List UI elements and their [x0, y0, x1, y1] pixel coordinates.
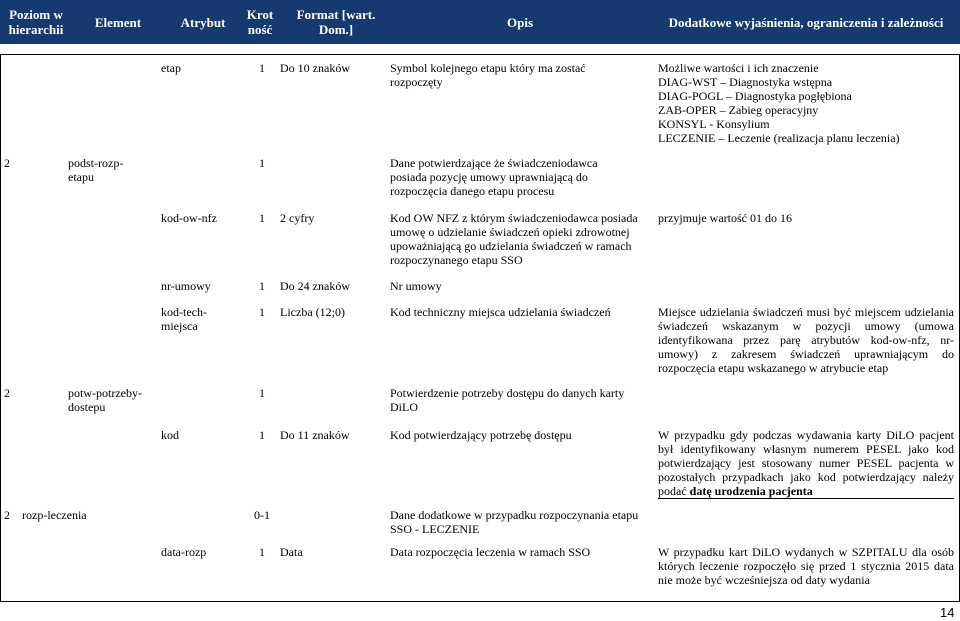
- note-etap-3: ZAB-OPER – Zabieg operacyjny: [658, 103, 819, 117]
- attr-kod-tech-miejsca: kod-tech-miejsca: [161, 305, 207, 333]
- header-description: Opis: [506, 14, 533, 30]
- level-rozp: 2: [4, 508, 10, 522]
- desc-data-rozp: Data rozpoczęcia leczenia w ramach SSO: [390, 545, 591, 559]
- desc-etap: Symbol kolejnego etapu który ma zostać rozpoczęty: [390, 61, 586, 89]
- mult-etap: 1: [259, 61, 265, 75]
- note-kod: [658, 428, 954, 498]
- mult-kod: 1: [259, 428, 265, 442]
- header-format: Format [wart. Dom.]: [296, 7, 376, 37]
- desc-kod-ow-nfz: Kod OW NFZ z którym świadczeniodawca posiada umowę o udzielanie świadczeń opieki zdrowotnej upoważniającą go udzielania świadczeń w ramach rozpoczynanego etapu SSO: [390, 211, 638, 267]
- header-level: Poziom w hierarchii: [8, 7, 64, 37]
- mult-kod-ow-nfz: 1: [259, 211, 265, 225]
- attr-kod-ow-nfz: kod-ow-nfz: [161, 211, 217, 225]
- note-etap-1: DIAG-WST – Diagnostyka wstępna: [658, 75, 833, 89]
- mult-nr-umowy: 1: [259, 279, 265, 293]
- desc-rozp: Dane dodatkowe w przypadku rozpoczynania etapu SSO - LECZENIE: [390, 508, 639, 536]
- desc-podst: Dane potwierdzające że świadczeniodawca posiada pozycję umowy uprawniającą do rozpoczęcia danego etapu procesu: [390, 156, 598, 198]
- note-etap-4: KONSYL - Konsylium: [658, 117, 770, 131]
- mult-potw: 1: [259, 386, 265, 400]
- attr-data-rozp: data-rozp: [161, 545, 207, 559]
- mult-data-rozp: 1: [259, 545, 265, 559]
- attr-kod: kod: [161, 428, 179, 442]
- element-potw: potw-potrzeby-dostepu: [68, 386, 142, 414]
- format-kod-tech-miejsca: Liczba (12;0): [280, 305, 345, 319]
- level-podst: 2: [4, 156, 10, 170]
- mult-kod-tech-miejsca: 1: [259, 305, 265, 319]
- desc-kod: Kod potwierdzający potrzebę dostępu: [390, 428, 572, 442]
- note-kod-ow-nfz: przyjmuje wartość 01 do 16: [658, 211, 792, 225]
- note-data-rozp: W przypadku kart DiLO wydanych w SZPITALU dla osób których leczenie rozpoczęło się przed 1 stycznia 2015 data nie może być wcześniejsza od daty wydania: [658, 545, 954, 587]
- format-etap: Do 10 znaków: [280, 61, 350, 75]
- note-etap-0: Możliwe wartości i ich znaczenie: [658, 61, 819, 75]
- attr-nr-umowy: nr-umowy: [161, 279, 211, 293]
- desc-nr-umowy: Nr umowy: [390, 279, 442, 293]
- desc-potw: Potwierdzenie potrzeby dostępu do danych karty DiLO: [390, 386, 625, 414]
- attr-etap: etap: [161, 61, 181, 75]
- note-etap-2: DIAG-POGL – Diagnostyka pogłębiona: [658, 89, 852, 103]
- table-header: [0, 0, 960, 44]
- note-kod-underline: [658, 498, 954, 499]
- mult-rozp: 0-1: [254, 508, 270, 522]
- note-kod-tech-miejsca: Miejsce udzielania świadczeń musi być miejscem udzielania świadczeń wskazanym w pozycji umowy (umowa identyfikowana przez parę atrybutów kod-ow-nfz, nr-umowy) z zakresem świadczeń uprawniającym do rozpoczęcia etapu wskazanego w atrybucie etap: [658, 305, 954, 375]
- format-data-rozp: Data: [280, 545, 303, 559]
- note-kod-bold: datę urodzenia pacjenta: [689, 484, 813, 498]
- format-nr-umowy: Do 24 znaków: [280, 279, 350, 293]
- mult-podst: 1: [259, 156, 265, 170]
- desc-kod-tech-miejsca: Kod techniczny miejsca udzielania świadczeń: [390, 305, 611, 319]
- level-potw: 2: [4, 386, 10, 400]
- note-etap-5: LECZENIE – Leczenie (realizacja planu leczenia): [658, 131, 900, 145]
- page-number: 14: [940, 605, 955, 620]
- header-notes: Dodatkowe wyjaśnienia, ograniczenia i zależności: [668, 14, 944, 30]
- format-kod-ow-nfz: 2 cyfry: [280, 211, 315, 225]
- table-left-border: [0, 54, 1, 602]
- table-bottom-border: [0, 601, 960, 602]
- header-multiplicity: Krot ność: [246, 7, 274, 37]
- header-element: Element: [94, 14, 142, 30]
- note-kod-text: W przypadku gdy podczas wydawania karty DiLO pacjent był identyfikowany własnym numerem PESEL jako kod potwierdzający jest stosowany numer PESEL pacjenta w pozostałych przypadkach jako kod potwierdzający należy podać: [658, 428, 954, 498]
- element-podst: podst-rozp-etapu: [68, 156, 124, 184]
- format-kod: Do 11 znaków: [280, 428, 350, 442]
- table-top-border: [0, 54, 960, 55]
- element-rozp: rozp-leczenia: [22, 508, 87, 522]
- header-attribute: Atrybut: [180, 14, 226, 30]
